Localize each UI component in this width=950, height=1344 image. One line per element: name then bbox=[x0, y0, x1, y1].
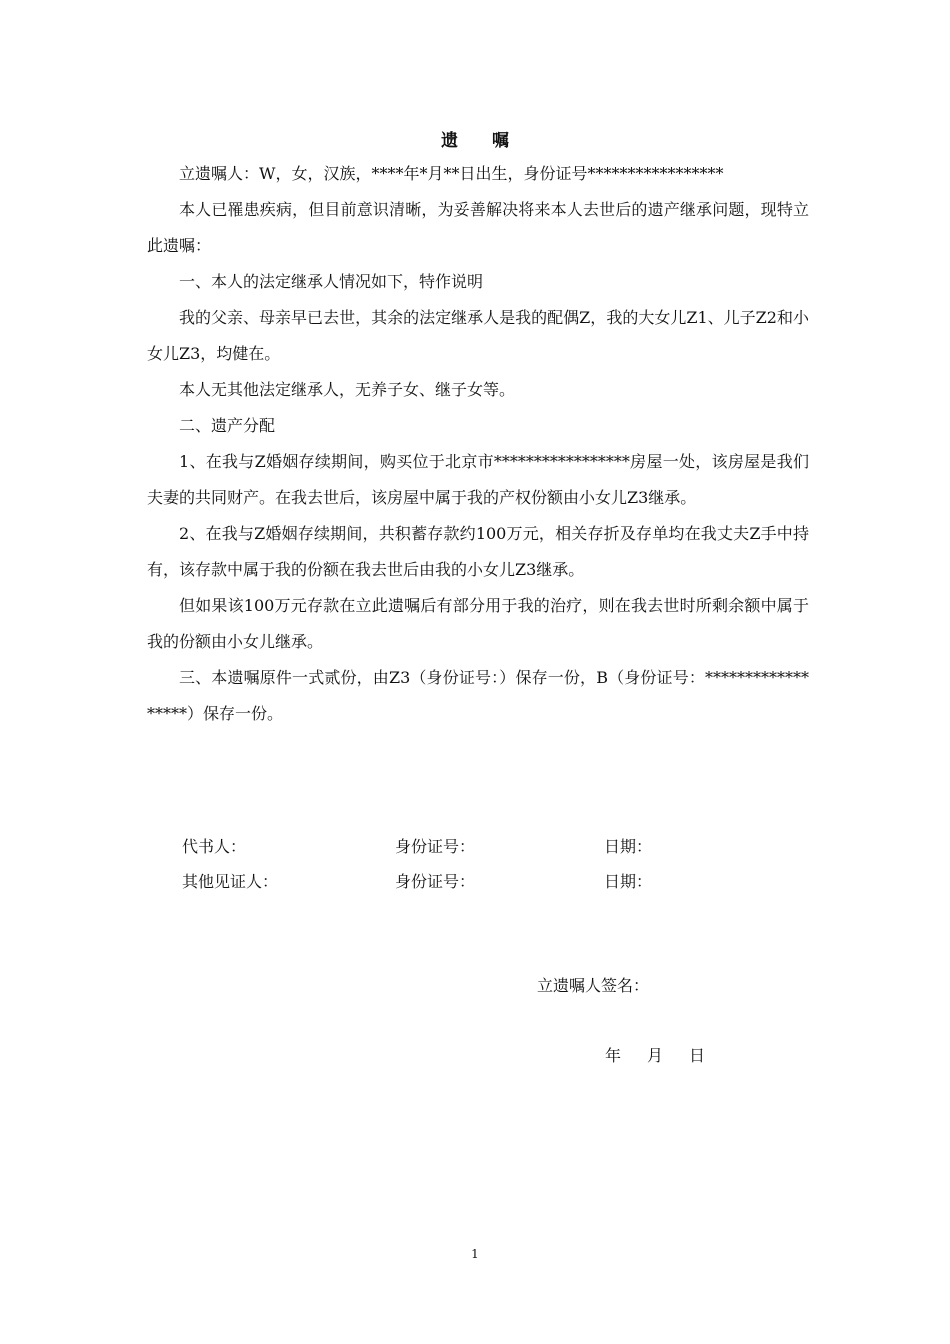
document-title: 遗 嘱 bbox=[441, 131, 523, 151]
paragraph-savings: 2、在我与Z婚姻存续期间，共积蓄存款约100万元，相关存折及存单均在我丈夫Z手中持有，该存款中属于我的份额在我去世后由我的小女儿Z3继承。 bbox=[147, 524, 809, 579]
testator-signature-label: 立遗嘱人签名： bbox=[537, 976, 650, 995]
witness-date-label: 日期： bbox=[604, 872, 653, 891]
paragraph-copies: 三、本遗嘱原件一式贰份，由Z3（身份证号：）保存一份，B（身份证号：******************）保存一份。 bbox=[147, 668, 809, 723]
paragraph-house: 1、在我与Z婚姻存续期间，购买位于北京市*****************房屋一处，该房屋是我们夫妻的共同财产。在我去世后，该房屋中属于我的产权份额由小女儿Z3继承。 bbox=[147, 452, 809, 507]
scribe-row bbox=[182, 836, 782, 858]
paragraph-no-other-heirs: 本人无其他法定继承人，无养子女、继子女等。 bbox=[179, 380, 516, 399]
scribe-label: 代书人： bbox=[182, 837, 247, 856]
witness-id-label: 身份证号： bbox=[395, 872, 476, 891]
section-heading-distribution: 二、遗产分配 bbox=[179, 416, 276, 435]
scribe-id-label: 身份证号： bbox=[395, 837, 476, 856]
date-year: 年 bbox=[605, 1046, 622, 1065]
section-heading-heirs: 一、本人的法定继承人情况如下，特作说明 bbox=[179, 272, 484, 291]
date-day: 日 bbox=[689, 1046, 706, 1065]
witness-label: 其他见证人： bbox=[182, 872, 279, 891]
signature-date bbox=[605, 1043, 705, 1066]
paragraph-heirs: 我的父亲、母亲早已去世，其余的法定继承人是我的配偶Z，我的大女儿Z1、儿子Z2和小女儿Z3，均健在。 bbox=[147, 308, 809, 363]
scribe-date-label: 日期： bbox=[604, 837, 653, 856]
paragraph-testator-info: 立遗嘱人：W，女，汉族，****年*月**日出生，身份证号***************** bbox=[179, 164, 724, 183]
witness-row bbox=[182, 871, 782, 893]
date-month: 月 bbox=[647, 1046, 664, 1065]
document-body bbox=[147, 156, 809, 732]
paragraph-savings-remainder: 但如果该100万元存款在立此遗嘱后有部分用于我的治疗，则在我去世时所剩余额中属于我的份额由小女儿继承。 bbox=[147, 596, 809, 651]
page-number: 1 bbox=[471, 1247, 479, 1261]
paragraph-preamble: 本人已罹患疾病，但目前意识清晰，为妥善解决将来本人去世后的遗产继承问题，现特立此遗嘱： bbox=[147, 200, 809, 255]
